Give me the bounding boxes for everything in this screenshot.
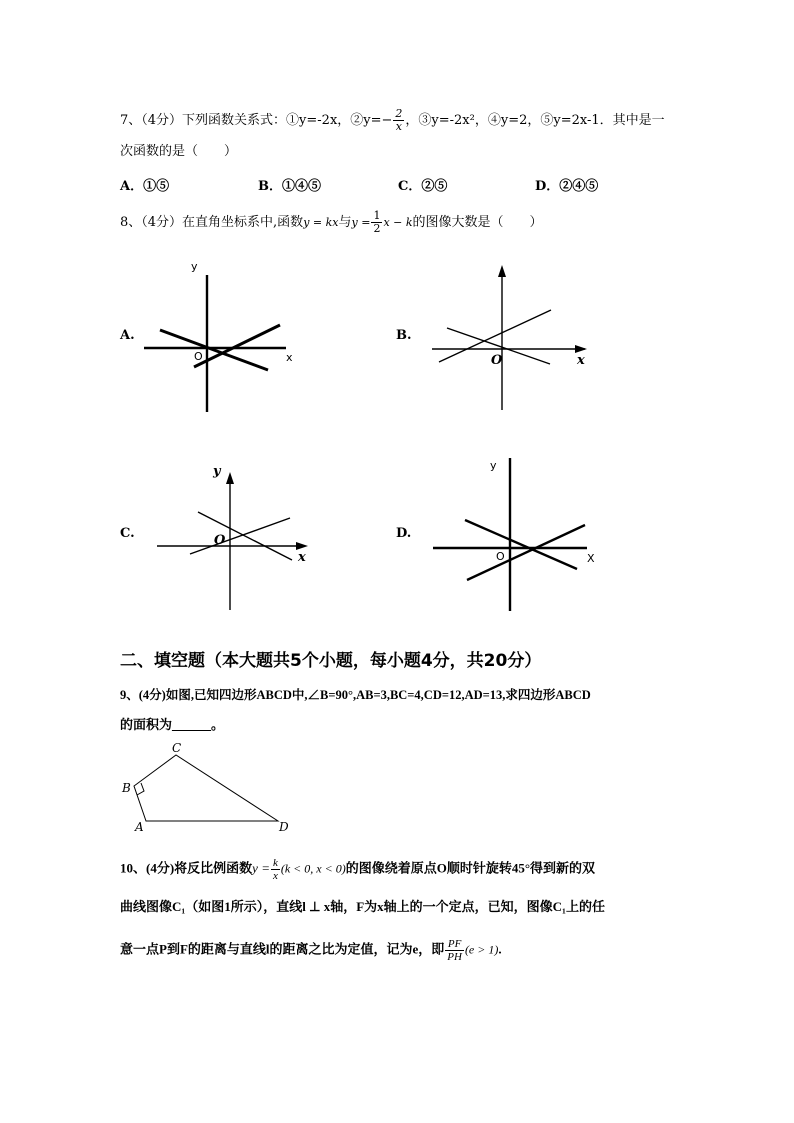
graph-b-y-arrow [498, 265, 506, 277]
graph-c-y-arrow [226, 472, 234, 484]
q7-frac-num: 2 [395, 107, 403, 120]
graph-label-c: C. [120, 526, 135, 541]
q8-suffix: 的图像大数是（ ） [412, 215, 543, 230]
q10-line1 [120, 857, 595, 882]
q9-line2-prefix: 的面积为 [120, 717, 173, 732]
graph-d [430, 455, 605, 615]
q7-option-c: C．②⑤ [398, 179, 448, 194]
q8-fraction [371, 210, 382, 235]
right-angle-mark [137, 783, 144, 795]
graph-b [425, 260, 595, 415]
q8-frac-num: 1 [373, 209, 381, 222]
graph-c-x-arrow [296, 542, 308, 550]
graph-d-x-label: X [587, 552, 595, 565]
q9-line2 [120, 716, 224, 734]
q10-ratio-den: PH [447, 951, 462, 963]
q7-frac-den: x [395, 120, 403, 133]
q10-ratio [445, 938, 464, 963]
graph-a-line-1 [160, 330, 268, 370]
graph-label-d: D. [396, 526, 412, 541]
q8-f1: y = kx [303, 216, 339, 229]
graph-d-line-2 [467, 525, 585, 580]
q8-prefix: 8、（4分）在直角坐标系中,函数 [120, 215, 304, 230]
q7-fraction [393, 108, 404, 133]
q8-frac-den: 2 [373, 222, 381, 235]
graph-a-y-label: y [191, 260, 198, 273]
graph-c-origin: O [214, 533, 226, 548]
q10-ratio-num: PF [445, 938, 464, 951]
q7-line2: 次函数的是（ ） [120, 144, 238, 159]
q10-condition: (k < 0, x < 0) [280, 861, 346, 876]
graph-c [150, 460, 320, 615]
vertex-d: D [279, 820, 289, 834]
quadrilateral [134, 755, 278, 821]
q10-line3-prefix: 意一点P到F的距离与直线l的距离之比为定值，记为e，即 [120, 941, 445, 957]
q10-line3-suffix: . [498, 941, 502, 957]
graph-c-line-1 [198, 512, 292, 560]
graph-a [140, 255, 310, 420]
q8-line [120, 210, 543, 235]
graph-d-origin: O [496, 550, 505, 563]
q7-line1 [120, 108, 665, 133]
q8-mid: 与 [338, 215, 352, 230]
q8-f2-lhs: y = [351, 216, 371, 229]
q9-blank: ______ [172, 717, 212, 732]
q10-f-lhs: y = [252, 860, 270, 876]
q10-line3 [120, 938, 502, 963]
graph-b-x-label: x [577, 353, 585, 368]
graph-a-x-label: x [286, 351, 293, 364]
q7-suffix: ，③y=-2x²，④y=2，⑤y=2x-1．其中是一 [405, 113, 665, 128]
q10-frac-num: k [272, 857, 278, 869]
q7-option-a: A．①⑤ [120, 179, 170, 194]
graph-label-a: A. [120, 328, 135, 343]
q10-frac-den: x [272, 870, 278, 882]
q9-line2-suffix: 。 [211, 717, 225, 732]
q9-figure [118, 738, 298, 838]
vertex-c: C [172, 741, 182, 755]
graph-b-x-arrow [575, 345, 587, 353]
graph-c-y-label: y [213, 464, 221, 479]
section2-title: 二、填空题（本大题共5个小题，每小题4分，共20分） [120, 651, 542, 671]
q10-line2: 曲线图像C₁（如图1所示），直线l ⊥ x轴，F为x轴上的一个定点，已知，图像C₁上的任 [120, 899, 605, 914]
q8-f2-rhs: x − k [383, 216, 413, 229]
graph-c-x-label: x [298, 550, 306, 565]
q10-suffix: 的图像绕着原点O顺时针旋转45°得到新的双 [345, 860, 596, 876]
q7-prefix: 7、（4分）下列函数关系式：①y=-2x，②y=− [120, 113, 393, 128]
graph-d-y-label: y [490, 459, 497, 472]
q10-prefix: 10、(4分)将反比例函数 [120, 860, 253, 876]
vertex-a: A [135, 820, 144, 834]
graph-d-line-1 [465, 520, 577, 569]
vertex-b: B [122, 781, 131, 795]
q10-ratio-condition: (e > 1) [464, 942, 499, 957]
q7-option-b: B．①④⑤ [258, 179, 321, 194]
q10-fraction [271, 857, 280, 882]
q9-line1: 9、(4分)如图,已知四边形ABCD中,∠B=90°,AB=3,BC=4,CD=12,AD=13,求四边形ABCD [120, 688, 591, 702]
graph-b-origin: O [491, 353, 503, 368]
graph-c-line-2 [190, 518, 290, 554]
q7-option-d: D．②④⑤ [535, 179, 599, 194]
graph-label-b: B. [396, 328, 412, 343]
graph-a-origin: O [194, 350, 203, 363]
